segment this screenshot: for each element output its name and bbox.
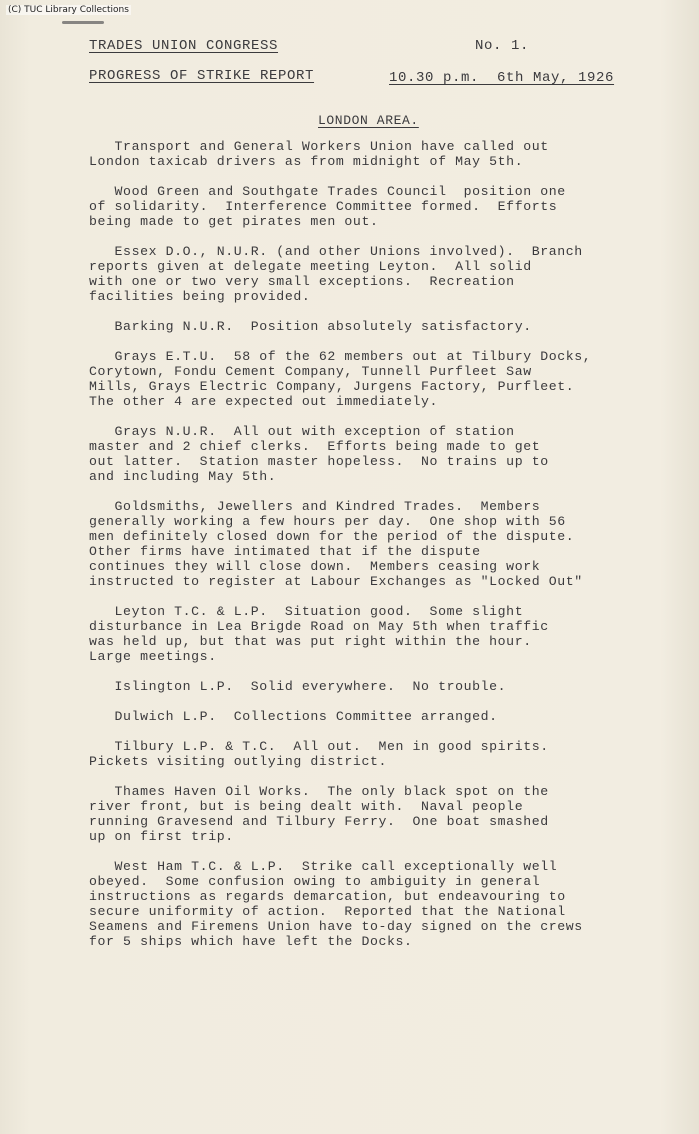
report-paragraph: Tilbury L.P. & T.C. All out. Men in good spirits. Pickets visiting outlying district. <box>89 739 549 769</box>
report-paragraph: Barking N.U.R. Position absolutely satisfactory. <box>89 319 532 334</box>
report-paragraph: Leyton T.C. & L.P. Situation good. Some slight disturbance in Lea Brigde Road on May 5th when traffic was held up, but that was put right within the hour. Large meetings. <box>89 604 549 664</box>
report-paragraph: Transport and General Workers Union have called out London taxicab drivers as from midnight of May 5th. <box>89 139 549 169</box>
report-paragraph: Dulwich L.P. Collections Committee arranged. <box>89 709 498 724</box>
report-paragraph: Grays E.T.U. 58 of the 62 members out at Tilbury Docks, Corytown, Fondu Cement Company, Tunnell Purfleet Saw Mills, Grays Electric Company, Jurgens Factory, Purfleet. The other 4 are expected out immediately. <box>89 349 592 409</box>
report-number: No. 1. <box>475 38 530 54</box>
report-paragraph: Goldsmiths, Jewellers and Kindred Trades. Members generally working a few hours per day. One shop with 56 men definitely closed down for the period of the dispute. Other firms have intimated that if the dispute continues they will close down. Members ceasing work instructed to register at Labour Exchanges as "Locked Out" <box>89 499 583 589</box>
report-paragraph: Islington L.P. Solid everywhere. No trouble. <box>89 679 507 694</box>
section-title: LONDON AREA. <box>318 113 419 128</box>
report-paragraph: Wood Green and Southgate Trades Council position one of solidarity. Interference Committee formed. Efforts being made to get pirates men out. <box>89 184 566 229</box>
report-paragraph: West Ham T.C. & L.P. Strike call exceptionally well obeyed. Some confusion owing to ambiguity in general instructions as regards demarcation, but endeavouring to secure uniformity of action. Reported that the National Seamens and Firemens Union have to-day signed on the crews for 5 ships which have left the Docks. <box>89 859 583 949</box>
watermark: (C) TUC Library Collections <box>8 5 129 15</box>
report-datetime: 10.30 p.m. 6th May, 1926 <box>389 70 615 86</box>
ink-mark <box>62 21 104 24</box>
org-title: TRADES UNION CONGRESS <box>89 38 279 54</box>
report-body <box>89 139 619 964</box>
report-title: PROGRESS OF STRIKE REPORT <box>89 68 315 84</box>
report-paragraph: Essex D.O., N.U.R. (and other Unions involved). Branch reports given at delegate meeting Leyton. All solid with one or two very small exceptions. Recreation facilities being provided. <box>89 244 583 304</box>
report-paragraph: Grays N.U.R. All out with exception of station master and 2 chief clerks. Efforts being made to get out latter. Station master hopeless. No trains up to and including May 5th. <box>89 424 549 484</box>
report-paragraph: Thames Haven Oil Works. The only black spot on the river front, but is being dealt with. Naval people running Gravesend and Tilbury Ferry. One boat smashed up on first trip. <box>89 784 549 844</box>
